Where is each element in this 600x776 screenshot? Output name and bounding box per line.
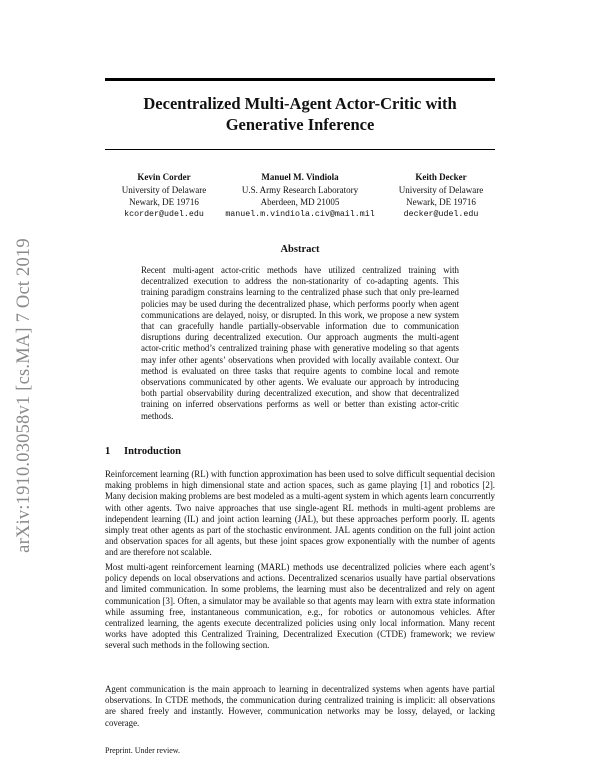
author-location: Aberdeen, MD 21005 bbox=[260, 197, 340, 207]
arxiv-side-stamp bbox=[11, 210, 37, 580]
abstract-heading: Abstract bbox=[280, 244, 320, 255]
author-block-3 bbox=[373, 171, 509, 221]
body-paragraph-1: Reinforcement learning (RL) with function approximation has been used to solve difficult sequential decision making problems in high dimensional state and action spaces, such as game playing [1] and robotics [2]. Many decision making problems are best modeled as a multi-agent system in which agents learn concurrently with other agents. Two naive approaches that use single-agent RL methods in multi-agent problems are independent learning (IL) and joint action learning (JAL), but these approaches perform poorly. IL agents simply treat other agents as part of the stochastic environment. JAL agents condition on the full joint action and observation spaces for all agents, but these joint spaces grow exponentially with the number of agents and are therefore not scalable. bbox=[105, 469, 495, 558]
author-email[interactable]: kcorder@udel.edu bbox=[124, 209, 204, 219]
section-title: Introduction bbox=[124, 446, 181, 457]
author-affiliation: University of Delaware bbox=[121, 184, 207, 195]
body-paragraph-3: Agent communication is the main approach to learning in decentralized systems when agents have partial observations. In CTDE methods, the communication during centralized training is implicit: all observations are shared freely and instantly. However, communication networks may be lossy, delayed, or lacking coverage. bbox=[105, 684, 495, 728]
title-bottom-rule bbox=[105, 149, 495, 150]
section-heading bbox=[105, 446, 181, 457]
author-location: Newark, DE 19716 bbox=[129, 197, 199, 207]
paper-title bbox=[105, 93, 495, 135]
author-email[interactable]: manuel.m.vindiola.civ@mail.mil bbox=[225, 209, 375, 219]
section-number: 1 bbox=[105, 446, 111, 457]
author-name: Manuel M. Vindiola bbox=[261, 172, 339, 182]
author-block-2 bbox=[218, 171, 382, 221]
title-line-2: Generative Inference bbox=[225, 115, 375, 134]
author-affiliation: University of Delaware bbox=[398, 184, 484, 195]
author-name: Keith Decker bbox=[415, 172, 467, 182]
author-name: Kevin Corder bbox=[137, 172, 191, 182]
body-paragraph-2: Most multi-agent reinforcement learning (MARL) methods use decentralized policies where each agent’s policy depends on local observations and actions. Decentralized scenarios usually have partial observations and limited communication. In some problems, the learning must also be decentralized and rely on agent communication [3]. Often, a simulator may be available so that agents may learn with extra state information while assuming free, instantaneous communication, e.g., for robotics or autonomous vehicles. After centralized learning, the agents execute decentralized policies using only local information. Many recent works have adopted this Centralized Training, Decentralized Execution (CTDE) framework; we review several such methods in the following section. bbox=[105, 562, 495, 651]
author-affiliation: U.S. Army Research Laboratory bbox=[241, 184, 359, 195]
author-email[interactable]: decker@udel.edu bbox=[403, 209, 479, 219]
footer-note: Preprint. Under review. bbox=[105, 746, 181, 755]
author-block-1 bbox=[105, 171, 223, 221]
author-location: Newark, DE 19716 bbox=[406, 197, 476, 207]
abstract-text: Recent multi-agent actor-critic methods have utilized centralized training with decentralized execution to address the non-stationarity of co-adapting agents. This training paradigm constrains learning to the centralized phase such that only pre-learned policies may be used during the decentralized phase, which performs poorly when agent communications are delayed, noisy, or disrupted. In this work, we propose a new system that can gracefully handle partially-observable information due to communication disruptions during decentralized execution. Our approach augments the multi-agent actor-critic method’s centralized training phase with generative modeling so that agents may infer other agents’ observations when provided with locally available context. Our method is evaluated on three tasks that require agents to combine local and remote observations communicated by other agents. We evaluate our approach by introducing both partial observability during decentralized execution, and show that decentralized training on inferred observations performs as well or better than existing actor-critic methods. bbox=[141, 265, 459, 421]
title-top-rule bbox=[105, 78, 495, 81]
arxiv-identifier: arXiv:1910.03058v1 [cs.MA] 7 Oct 2019 bbox=[13, 237, 34, 553]
title-line-1: Decentralized Multi-Agent Actor-Critic with bbox=[143, 94, 457, 113]
